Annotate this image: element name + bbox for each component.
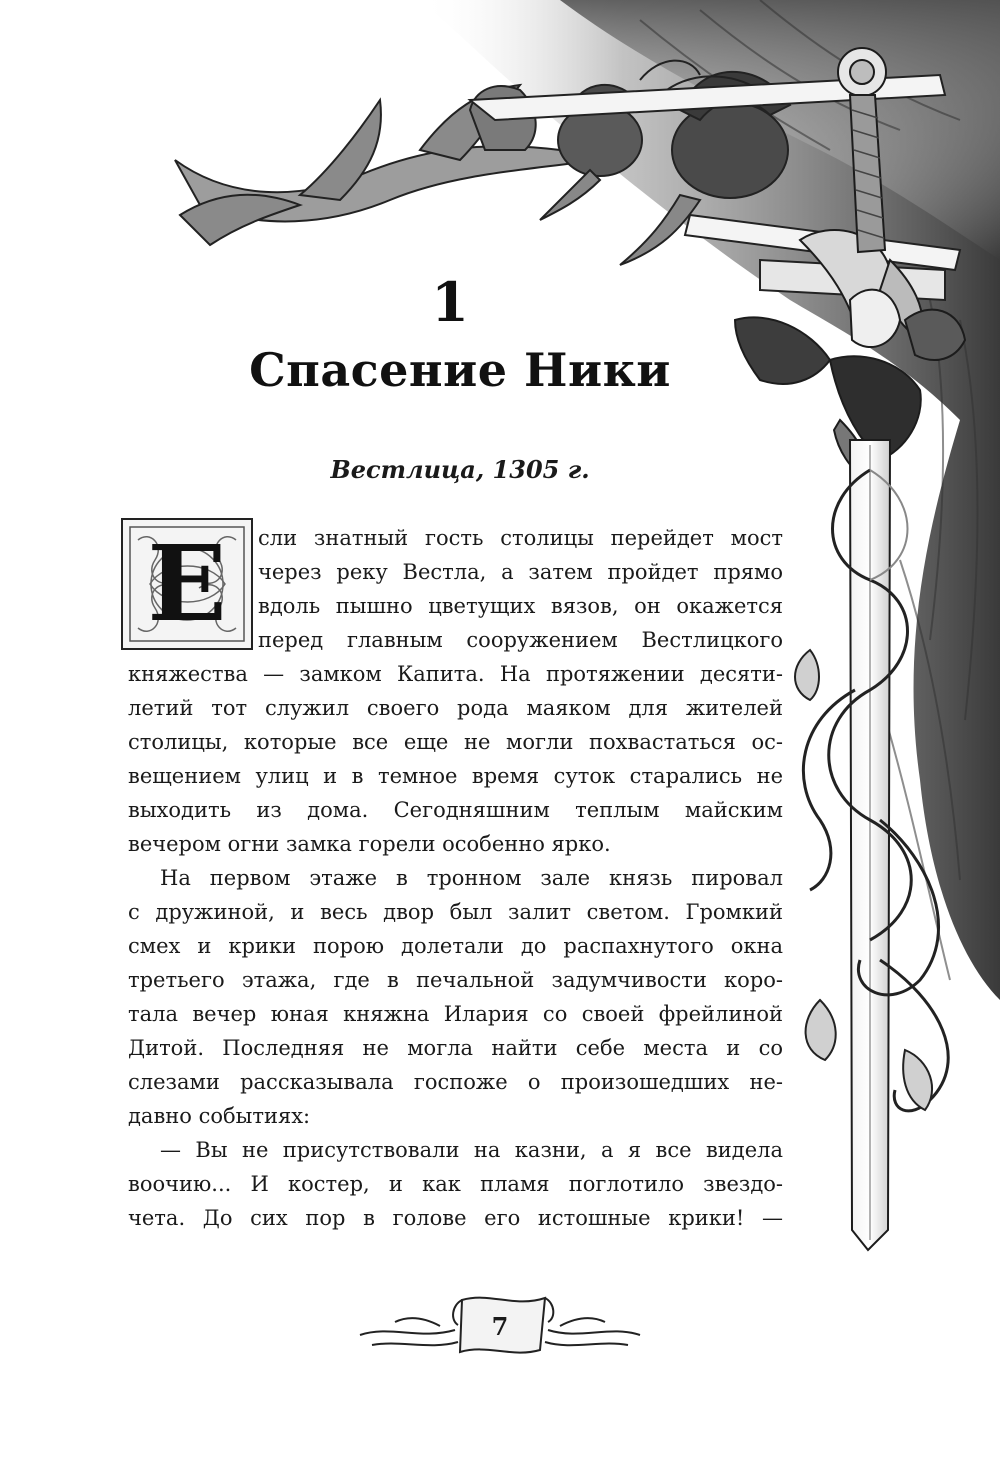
page-number: 7 bbox=[491, 1312, 509, 1341]
drop-cap-letter: Е bbox=[147, 522, 227, 645]
text-line: сли знатный гость столицы перейдет мост bbox=[258, 526, 783, 550]
text-line: воочию... И костер, и как пламя поглотило звездо- bbox=[128, 1172, 783, 1196]
text-line: через реку Вестла, а затем пройдет прямо bbox=[258, 560, 783, 584]
text-line: с дружиной, и весь двор был залит светом. Громкий bbox=[128, 900, 783, 924]
text-line: — Вы не присутствовали на казни, а я все видела bbox=[160, 1138, 783, 1162]
place-date: Вестлица, 1305 г. bbox=[330, 455, 590, 484]
text-line: На первом этаже в тронном зале князь пировал bbox=[160, 866, 783, 890]
text-line: смех и крики порою долетали до распахнутого окна bbox=[128, 934, 783, 958]
text-line: вечером огни замка горели особенно ярко. bbox=[128, 832, 611, 856]
drop-cap bbox=[122, 519, 252, 649]
text-line: выходить из дома. Сегодняшним теплым майским bbox=[128, 798, 783, 822]
text-line: перед главным сооружением Вестлицкого bbox=[258, 628, 783, 652]
text-line: летий тот служил своего рода маяком для жителей bbox=[128, 696, 783, 720]
text-line: слезами рассказывала госпоже о произошедших не- bbox=[128, 1070, 783, 1094]
text-line: столицы, которые все еще не могли похвастаться ос- bbox=[128, 730, 783, 754]
text-line: тала вечер юная княжна Илария со своей фрейлиной bbox=[128, 1002, 783, 1026]
chapter-number: 1 bbox=[431, 270, 469, 334]
text-line: вдоль пышно цветущих вязов, он окажется bbox=[258, 594, 783, 618]
text-line: давно событиях: bbox=[128, 1104, 311, 1128]
text-line: княжества — замком Капита. На протяжении десяти- bbox=[128, 662, 783, 686]
text-line: Дитой. Последняя не могла найти себе места и со bbox=[128, 1036, 783, 1060]
text-line: чета. До сих пор в голове его истошные крики! — bbox=[128, 1206, 783, 1230]
text-line: вещением улиц и в темное время суток старались не bbox=[128, 764, 783, 788]
text-line: третьего этажа, где в печальной задумчивости коро- bbox=[128, 968, 783, 992]
chapter-title: Спасение Ники bbox=[249, 343, 671, 397]
